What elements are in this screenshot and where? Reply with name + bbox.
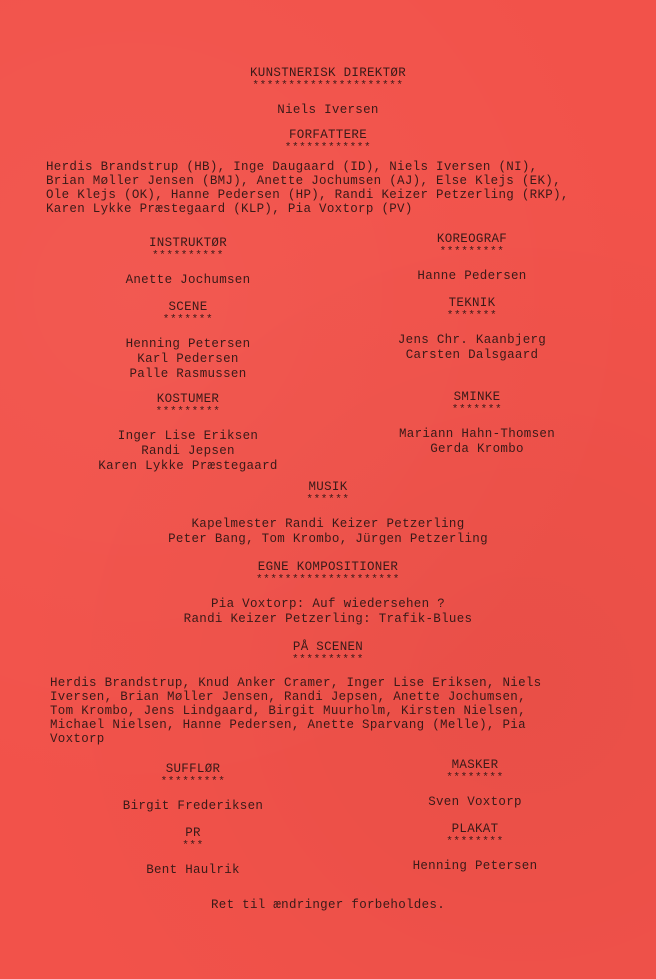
scene-section bbox=[88, 300, 288, 382]
director-name: Anette Jochumsen bbox=[125, 273, 251, 287]
scene-name: Karl Pedersen bbox=[137, 352, 239, 366]
costumes-stars: ********* bbox=[155, 406, 221, 418]
authors-heading: FORFATTERE bbox=[288, 128, 367, 142]
on-stage-line: Iversen, Brian Møller Jensen, Randi Jepsen, Anette Jochumsen, bbox=[50, 690, 526, 704]
on-stage-line: Voxtorp bbox=[50, 732, 105, 746]
artistic-director-stars: ********************* bbox=[252, 80, 404, 92]
masks-section bbox=[370, 758, 580, 810]
on-stage-heading: PÅ SCENEN bbox=[292, 640, 364, 654]
authors-line: Brian Møller Jensen (BMJ), Anette Jochumsen (AJ), Else Klejs (EK), bbox=[46, 174, 561, 188]
pr-section bbox=[88, 826, 298, 878]
artistic-director-heading: KUNSTNERISK DIREKTØR bbox=[249, 66, 407, 80]
makeup-stars: ******* bbox=[451, 404, 503, 416]
authors-stars: ************ bbox=[284, 142, 372, 154]
music-heading: MUSIK bbox=[308, 480, 348, 494]
footer-note-block bbox=[128, 898, 528, 913]
makeup-name: Gerda Krombo bbox=[430, 442, 524, 456]
technique-name: Jens Chr. Kaanbjerg bbox=[397, 333, 547, 347]
own-compositions-heading: EGNE KOMPOSITIONER bbox=[257, 560, 399, 574]
on-stage-list bbox=[50, 676, 610, 746]
makeup-section bbox=[372, 390, 582, 457]
music-line: Kapelmester Randi Keizer Petzerling bbox=[191, 517, 465, 531]
choreographer-section bbox=[372, 232, 572, 284]
technique-heading: TEKNIK bbox=[448, 296, 496, 310]
scene-stars: ******* bbox=[162, 314, 214, 326]
makeup-name: Mariann Hahn-Thomsen bbox=[398, 427, 556, 441]
music-section bbox=[128, 480, 528, 547]
technique-name: Carsten Dalsgaard bbox=[405, 348, 539, 362]
prompter-stars: ********* bbox=[160, 776, 226, 788]
director-section bbox=[88, 236, 288, 288]
music-stars: ****** bbox=[306, 494, 350, 506]
on-stage-stars: ********** bbox=[291, 654, 364, 666]
own-compositions-line: Pia Voxtorp: Auf wiedersehen ? bbox=[210, 597, 446, 611]
choreographer-stars: ********* bbox=[439, 246, 505, 258]
on-stage-line: Herdis Brandstrup, Knud Anker Cramer, Inger Lise Eriksen, Niels bbox=[50, 676, 542, 690]
costumes-heading: KOSTUMER bbox=[156, 392, 220, 406]
poster-name: Henning Petersen bbox=[412, 859, 538, 873]
technique-stars: ******* bbox=[446, 310, 498, 322]
authors-line: Karen Lykke Præstegaard (KLP), Pia Voxtorp (PV) bbox=[46, 202, 413, 216]
own-compositions-stars: ******************** bbox=[255, 574, 401, 586]
on-stage-heading-block bbox=[228, 640, 428, 665]
artistic-director-section bbox=[160, 66, 496, 118]
costumes-name: Randi Jepsen bbox=[141, 444, 235, 458]
prompter-heading: SUFFLØR bbox=[165, 762, 221, 776]
makeup-heading: SMINKE bbox=[453, 390, 501, 404]
footer-note: Ret til ændringer forbeholdes. bbox=[210, 898, 446, 912]
pr-name: Bent Haulrik bbox=[146, 863, 240, 877]
scene-name: Palle Rasmussen bbox=[129, 367, 247, 381]
own-compositions-line: Randi Keizer Petzerling: Trafik-Blues bbox=[183, 612, 473, 626]
director-stars: ********** bbox=[151, 250, 224, 262]
pr-stars: *** bbox=[182, 840, 204, 852]
costumes-name: Inger Lise Eriksen bbox=[117, 429, 259, 443]
costumes-name: Karen Lykke Præstegaard bbox=[98, 459, 278, 473]
scene-name: Henning Petersen bbox=[125, 337, 251, 351]
prompter-name: Birgit Frederiksen bbox=[122, 799, 264, 813]
authors-list bbox=[46, 160, 636, 216]
music-line: Peter Bang, Tom Krombo, Jürgen Petzerling bbox=[168, 532, 488, 546]
pr-heading: PR bbox=[185, 826, 201, 840]
on-stage-line: Tom Krombo, Jens Lindgaard, Birgit Muurholm, Kirsten Nielsen, bbox=[50, 704, 526, 718]
choreographer-name: Hanne Pedersen bbox=[417, 269, 527, 283]
authors-line: Herdis Brandstrup (HB), Inge Daugaard (ID), Niels Iversen (NI), bbox=[46, 160, 538, 174]
poster-section bbox=[370, 822, 580, 874]
artistic-director-name: Niels Iversen bbox=[277, 103, 379, 117]
choreographer-heading: KOREOGRAF bbox=[436, 232, 508, 246]
on-stage-line: Michael Nielsen, Hanne Pedersen, Anette Sparvang (Melle), Pia bbox=[50, 718, 526, 732]
authors-heading-block bbox=[228, 128, 428, 153]
masks-stars: ******** bbox=[446, 772, 504, 784]
scene-heading: SCENE bbox=[168, 300, 208, 314]
authors-line: Ole Klejs (OK), Hanne Pedersen (HP), Randi Keizer Petzerling (RKP), bbox=[46, 188, 569, 202]
costumes-section bbox=[75, 392, 301, 474]
masks-heading: MASKER bbox=[451, 758, 499, 772]
prompter-section bbox=[88, 762, 298, 814]
poster-stars: ******** bbox=[446, 836, 504, 848]
poster-heading: PLAKAT bbox=[451, 822, 499, 836]
director-heading: INSTRUKTØR bbox=[148, 236, 227, 250]
technique-section bbox=[372, 296, 572, 363]
own-compositions-section bbox=[128, 560, 528, 627]
masks-name: Sven Voxtorp bbox=[428, 795, 522, 809]
